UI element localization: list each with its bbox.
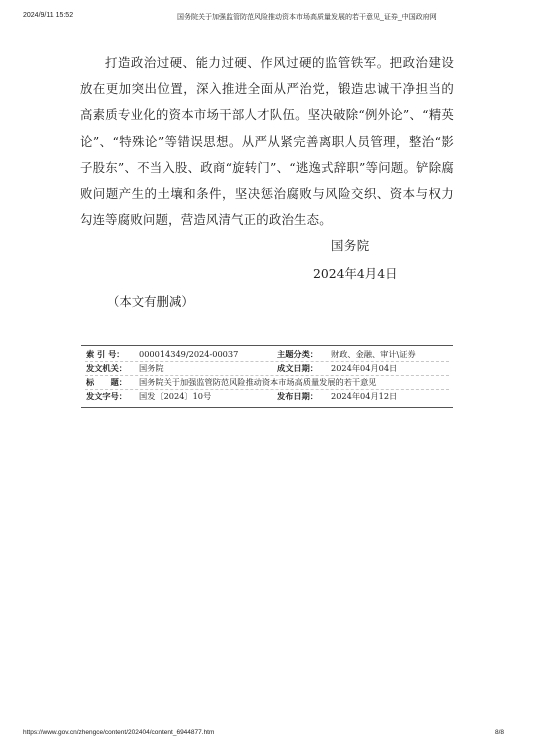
print-page-title: 国务院关于加强监管防范风险推动资本市场高质量发展的若干意见_证券_中国政府网	[177, 14, 437, 21]
document-metadata-table	[81, 345, 453, 408]
meta-label-docno: 发文字号：	[86, 391, 127, 401]
meta-label-issuer: 发文机关：	[86, 363, 127, 373]
meta-value-title: 国务院关于加强监管防范风险推动资本市场高质量发展的若干意见	[139, 377, 377, 387]
meta-value-publish-date: 2024年04月12日	[331, 391, 398, 401]
meta-row-docno	[81, 390, 453, 403]
meta-value-category: 财政、金融、审计\证券	[331, 349, 416, 359]
meta-value-index: 000014349/2024-00037	[139, 349, 239, 359]
meta-row-title	[81, 376, 453, 389]
meta-value-docno: 国发〔2024〕10号	[139, 391, 212, 401]
meta-row-issuer	[81, 362, 453, 375]
meta-label-category: 主题分类：	[277, 349, 318, 359]
print-datetime: 2024/9/11 15:52	[23, 12, 74, 19]
print-url: https://www.gov.cn/zhengce/content/202404/content_6944877.htm	[23, 729, 215, 736]
meta-row-index	[81, 348, 453, 361]
meta-label-title: 标 题：	[86, 377, 127, 387]
page-number: 8/8	[494, 729, 504, 736]
article-paragraph: 打造政治过硬、能力过硬、作风过硬的监管铁军。把政治建设放在更加突出位置，深入推进全面从严治党，锻造忠诚干净担当的高素质专业化的资本市场干部人才队伍。坚决破除“例外论”、“精英论”、“特殊论”等错误思想。从严从紧完善离职人员管理，整治“影子股东”、不当入股、政商“旋转门”、“逃逸式辞职”等问题。铲除腐败问题产生的土壤和条件，坚决惩治腐败与风险交织、资本与权力勾连等腐败问题，营造风清气正的政治生态。	[80, 55, 454, 228]
meta-label-index: 索 引 号：	[86, 349, 125, 359]
meta-value-issuer: 国务院	[139, 363, 164, 373]
signature-organization: 国务院	[331, 238, 370, 253]
meta-label-written-date: 成文日期：	[277, 363, 318, 373]
abridged-note: （本文有删减）	[107, 294, 194, 309]
meta-value-written-date: 2024年04月04日	[331, 363, 398, 373]
meta-label-publish-date: 发布日期：	[277, 391, 318, 401]
signature-date: 2024年4月4日	[313, 266, 398, 281]
